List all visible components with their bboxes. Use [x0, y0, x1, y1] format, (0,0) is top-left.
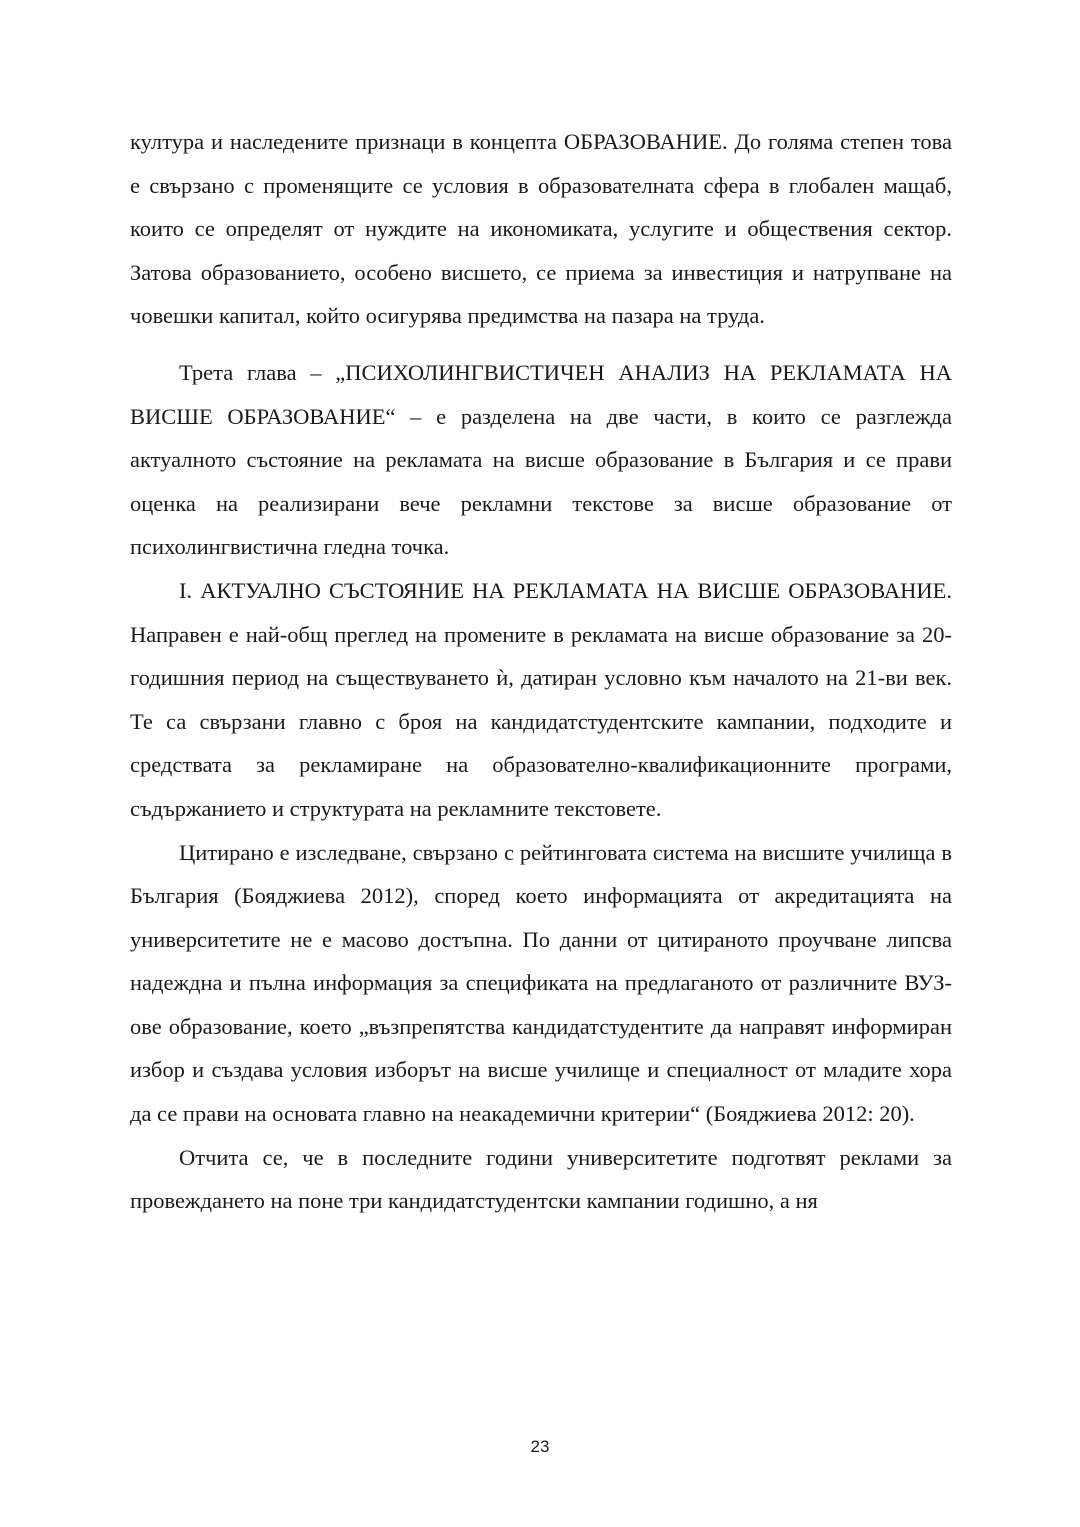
text-body	[130, 120, 952, 1223]
paragraph-campaigns: Отчита се, че в последните години университетите подготвят реклами за провеждането на поне три кандидатстудентски кампании годишно, а ня	[130, 1144, 952, 1214]
paragraph-chapter-three: Трета глава – „ПСИХОЛИНГВИСТИЧЕН АНАЛИЗ НА РЕКЛАМАТА НА ВИСШЕ ОБРАЗОВАНИЕ“ – е разделена на две части, в които се разглежда актуалното състояние на рекламата на висше образование в България и се прави оценка на реализирани вече рекламни текстове за висше образование от психолингвистична гледна точка.	[130, 359, 952, 560]
paragraph-section-one: I. АКТУАЛНО СЪСТОЯНИЕ НА РЕКЛАМАТА НА ВИСШЕ ОБРАЗОВАНИЕ. Направен е най-общ преглед на промените в рекламата на висше образование за 20-годишния период на съществуването ѝ, датиран условно към началото на 21-ви век. Те са свързани главно с броя на кандидатстудентските кампании, подходите и средствата за рекламиране на образователно-квалификационните програми, съдържанието и структурата на рекламните текстовете.	[130, 577, 952, 821]
page-number: 23	[530, 1437, 550, 1456]
paragraph-continuation: култура и наследените признаци в концепта ОБРАЗОВАНИЕ. До голяма степен това е свързано с променящите се условия в образователната сфера в глобален мащаб, които се определят от нуждите на икономиката, услугите и обществения сектор. Затова образованието, особено висшето, се приема за инвестиция и натрупване на човешки капитал, който осигурява предимства на пазара на труда.	[130, 129, 952, 329]
paragraph-cited-study: Цитирано е изследване, свързано с рейтинговата система на висшите училища в България (Бояджиева 2012), според което информацията от акредитацията на университетите не е масово достъпна. По данни от цитираното проучване липсва надеждна и пълна информация за спецификата на предлаганото от различните ВУЗ-ове образование, което „възпрепятства кандидатстудентите да направят информиран избор и създава условия изборът на висше училище и специалност от младите хора да се прави на основата главно на неакадемични критерии“ (Бояджиева 2012: 20).	[130, 839, 952, 1127]
